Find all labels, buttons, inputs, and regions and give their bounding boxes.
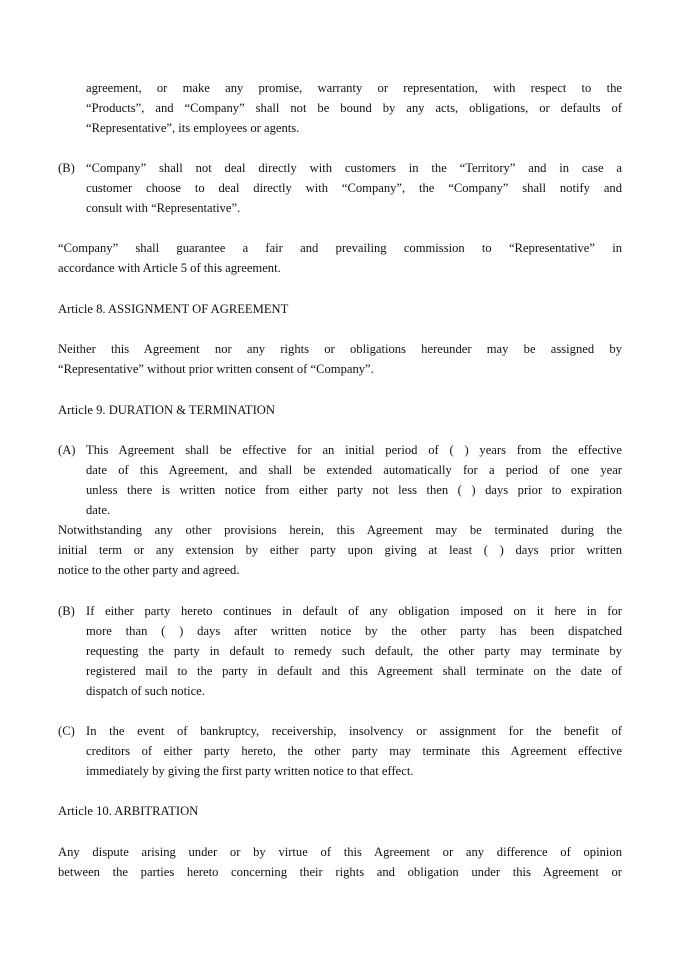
text-line: In the event of bankruptcy, receivership, insolvency or assignment for the benefit of — [86, 724, 622, 738]
text-line: “Representative” without prior written consent of “Company”. — [58, 362, 374, 376]
text-line: dispatch of such notice. — [86, 684, 205, 698]
text-line: agreement, or make any promise, warranty or representation, with respect to the — [86, 81, 622, 95]
clause-label: (B) — [58, 161, 75, 175]
text-line: date of this Agreement, and shall be extended automatically for a period of one year — [86, 463, 622, 477]
paragraph — [58, 238, 622, 278]
paragraph — [58, 842, 622, 882]
text-line: creditors of either party hereto, the other party may terminate this Agreement effective — [86, 744, 622, 758]
text-line: more than ( ) days after written notice by the other party has been dispatched — [86, 624, 622, 638]
clause-label: (A) — [58, 443, 76, 457]
text-line: customer choose to deal directly with “Company”, the “Company” shall notify and — [86, 181, 622, 195]
text-line: Neither this Agreement nor any rights or obligations hereunder may be assigned by — [58, 342, 622, 356]
text-line: Notwithstanding any other provisions herein, this Agreement may be terminated during the — [58, 523, 622, 537]
paragraph — [86, 721, 622, 781]
article-heading: Article 8. ASSIGNMENT OF AGREEMENT — [58, 302, 289, 316]
text-line: This Agreement shall be effective for an initial period of ( ) years from the effective — [86, 443, 622, 457]
text-line: immediately by giving the first party written notice to that effect. — [86, 764, 414, 778]
text-line: Any dispute arising under or by virtue of this Agreement or any difference of opinion — [58, 845, 622, 859]
article-heading: Article 10. ARBITRATION — [58, 804, 199, 818]
text-line: unless there is written notice from either party not less then ( ) days prior to expiration — [86, 483, 622, 497]
text-line: initial term or any extension by either party upon giving at least ( ) days prior written — [58, 543, 622, 557]
text-line: If either party hereto continues in default of any obligation imposed on it here in for — [86, 604, 622, 618]
paragraph — [58, 339, 622, 379]
text-line: notice to the other party and agreed. — [58, 563, 240, 577]
text-line: accordance with Article 5 of this agreement. — [58, 261, 281, 275]
paragraph — [86, 158, 622, 218]
clause-label: (B) — [58, 604, 75, 618]
text-line: “Representative”, its employees or agents. — [86, 121, 300, 135]
paragraph — [58, 520, 622, 580]
clause-label: (C) — [58, 724, 75, 738]
article-heading: Article 9. DURATION & TERMINATION — [58, 403, 275, 417]
text-line: “Company” shall not deal directly with customers in the “Territory” and in case a — [86, 161, 622, 175]
text-line: requesting the party in default to remedy such default, the other party may terminate by — [86, 644, 622, 658]
paragraph — [86, 601, 622, 701]
text-line: between the parties hereto concerning their rights and obligation under this Agreement or — [58, 865, 622, 879]
paragraph — [86, 78, 622, 138]
paragraph — [86, 440, 622, 520]
text-line: consult with “Representative”. — [86, 201, 241, 215]
text-line: “Company” shall guarantee a fair and prevailing commission to “Representative” in — [58, 241, 622, 255]
text-line: “Products”, and “Company” shall not be bound by any acts, obligations, or defaults of — [86, 101, 622, 115]
text-line: registered mail to the party in default and this Agreement shall terminate on the date of — [86, 664, 622, 678]
text-line: date. — [86, 503, 111, 517]
